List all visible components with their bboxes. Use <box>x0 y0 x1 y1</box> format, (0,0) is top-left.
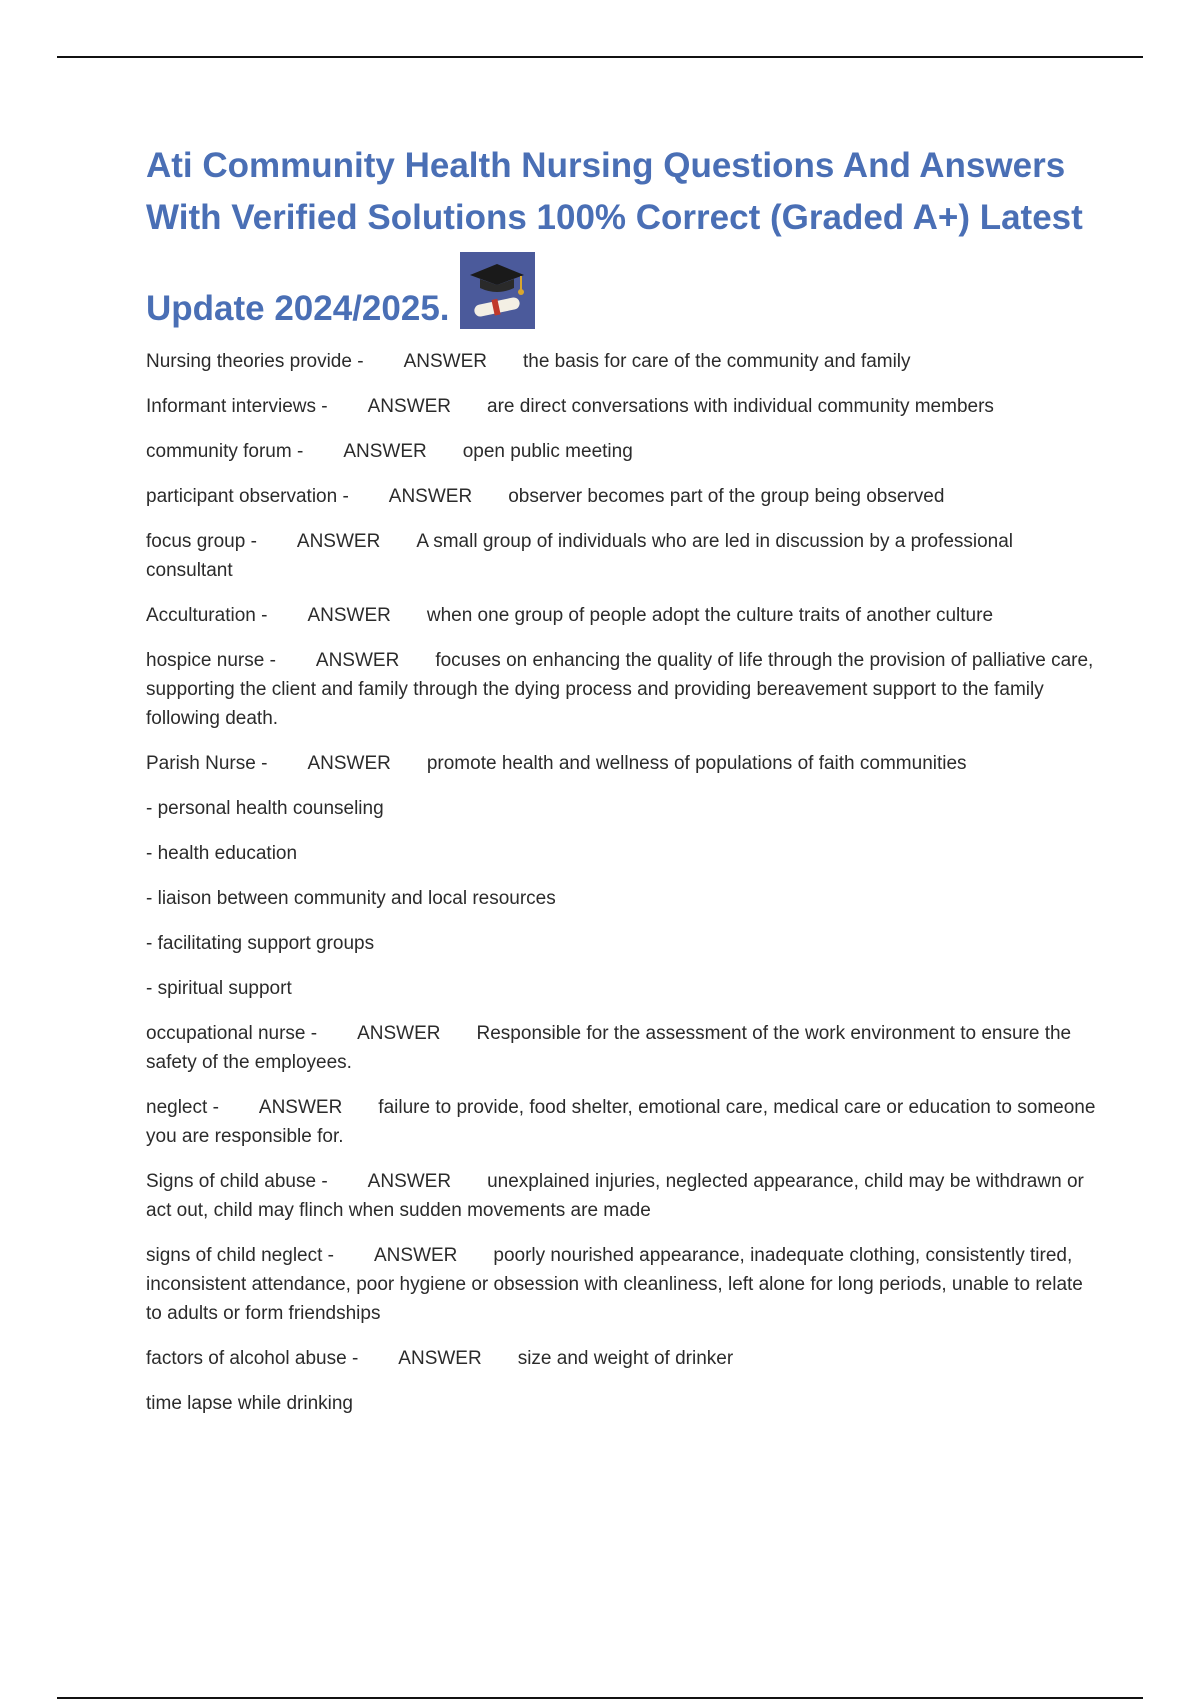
answer-label: ANSWER <box>307 753 391 774</box>
list-item: - liaison between community and local resources <box>146 888 556 909</box>
list-item: - personal health counseling <box>146 798 384 819</box>
title-line-3: Update 2024/2025. <box>146 289 450 328</box>
answer-label: ANSWER <box>374 1245 458 1266</box>
qa-entry: community forum - ANSWER open public meeting <box>146 437 1096 466</box>
answer-label: ANSWER <box>315 650 400 671</box>
title-line-2: With Verified Solutions 100% Correct (Graded A+) Latest <box>146 198 1083 237</box>
qa-entry: Parish Nurse - ANSWER promote health and wellness of populations of faith communities <box>146 749 1096 778</box>
qa-entry: factors of alcohol abuse - ANSWER size and weight of drinker <box>146 1344 1096 1373</box>
list-item: - health education <box>146 843 298 864</box>
answer-label: ANSWER <box>403 351 487 372</box>
answer-label: ANSWER <box>388 486 473 507</box>
document-body <box>146 140 1096 1434</box>
answer-label: ANSWER <box>307 605 391 626</box>
trailing-text: time lapse while drinking <box>146 1393 353 1414</box>
qa-entry: Nursing theories provide - ANSWER the basis for care of the community and family <box>146 347 1096 376</box>
qa-entry: signs of child neglect - ANSWER poorly nourished appearance, inadequate clothing, consistently tired, inconsistent attendance, poor hygiene or obsession with cleanliness, left alone for long periods, unable to relate to adults or form friendships <box>146 1241 1096 1328</box>
answer-label: ANSWER <box>357 1023 441 1044</box>
graduation-cap-diploma-icon <box>460 252 535 329</box>
qa-entry: participant observation - ANSWER observer becomes part of the group being observed <box>146 482 1096 511</box>
qa-entry: hospice nurse - ANSWER focuses on enhancing the quality of life through the provision of palliative care, supporting the client and family through the dying process and providing bereavement support to the family following death. <box>146 646 1096 733</box>
top-rule <box>57 56 1143 58</box>
qa-entry: Informant interviews - ANSWER are direct conversations with individual community members <box>146 392 1096 421</box>
list-item: - facilitating support groups <box>146 933 375 954</box>
qa-entry: Signs of child abuse - ANSWER unexplained injuries, neglected appearance, child may be withdrawn or act out, child may flinch when sudden movements are made <box>146 1167 1096 1225</box>
answer-label: ANSWER <box>367 396 452 417</box>
title-line-1: Ati Community Health Nursing Questions And Answers <box>146 146 1066 185</box>
answer-label: ANSWER <box>258 1097 343 1118</box>
answer-label: ANSWER <box>367 1171 452 1192</box>
document-title <box>146 140 1096 335</box>
qa-entry: neglect - ANSWER failure to provide, food shelter, emotional care, medical care or education to someone you are responsible for. <box>146 1093 1096 1151</box>
answer-label: ANSWER <box>296 531 381 552</box>
answer-label: ANSWER <box>343 441 427 462</box>
list-item: - spiritual support <box>146 978 292 999</box>
qa-entry: occupational nurse - ANSWER Responsible for the assessment of the work environment to ensure the safety of the employees. <box>146 1019 1096 1077</box>
qa-entry: focus group - ANSWER A small group of individuals who are led in discussion by a professional consultant <box>146 527 1096 585</box>
bottom-rule <box>57 1697 1143 1699</box>
qa-list <box>146 347 1096 1418</box>
answer-label: ANSWER <box>398 1348 482 1369</box>
qa-entry: Acculturation - ANSWER when one group of people adopt the culture traits of another culture <box>146 601 1096 630</box>
